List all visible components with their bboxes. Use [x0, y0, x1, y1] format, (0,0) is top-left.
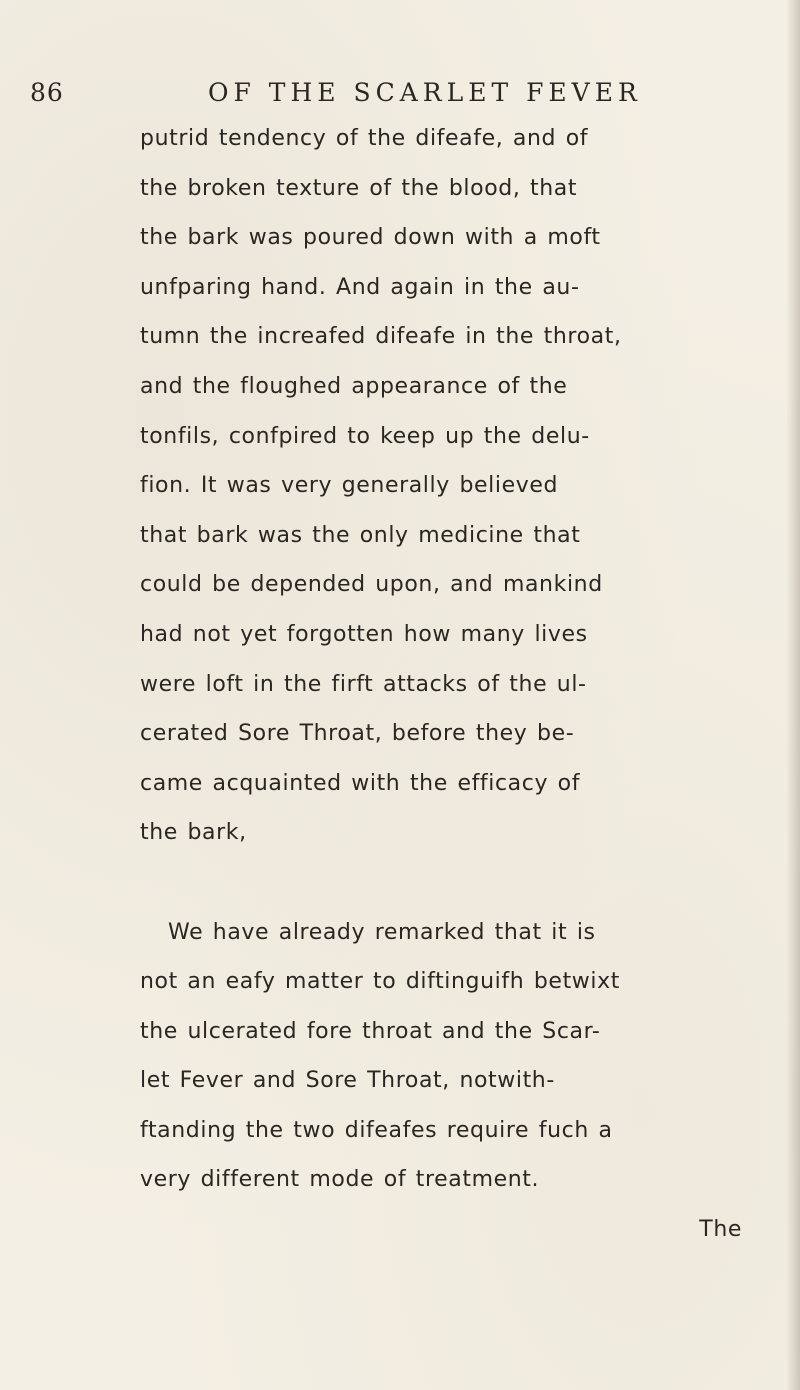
- text-line: the bark,: [140, 820, 247, 846]
- text-line: We have already remarked that it is: [168, 919, 596, 945]
- body-text: [140, 114, 780, 1255]
- text-line: that bark was the only medicine that: [140, 522, 581, 548]
- paragraph-2: [140, 908, 780, 1206]
- text-line: very different mode of treatment.: [140, 1167, 540, 1193]
- catchword: The: [699, 1217, 742, 1243]
- text-line: could be depended upon, and mankind: [140, 572, 603, 598]
- running-head: OF THE SCARLET FEVER: [208, 78, 642, 107]
- paragraph-gap: [140, 858, 780, 908]
- text-line: came acquainted with the efficacy of: [140, 770, 581, 796]
- text-line: the broken texture of the blood, that: [140, 175, 578, 201]
- text-line: not an eafy matter to diftinguifh betwixt: [140, 969, 620, 995]
- page-edge-shadow: [786, 0, 800, 1390]
- text-line: let Fever and Sore Throat, notwith-: [140, 1068, 555, 1094]
- text-line: were loft in the firft attacks of the ul-: [140, 671, 587, 697]
- text-line: had not yet forgotten how many lives: [140, 621, 588, 647]
- page-number: 86: [30, 78, 64, 107]
- text-line: ftanding the two difeafes require fuch a: [140, 1117, 613, 1143]
- text-line: the bark was poured down with a moft: [140, 225, 601, 251]
- page-header: [30, 78, 770, 118]
- text-line: putrid tendency of the difeafe, and of: [140, 126, 589, 151]
- text-line: and the floughed appearance of the: [140, 373, 568, 399]
- text-line: fion. It was very generally believed: [140, 473, 559, 499]
- text-line: tonfils, confpired to keep up the delu-: [140, 423, 590, 449]
- text-line: unfparing hand. And again in the au-: [140, 274, 580, 300]
- text-line: tumn the increafed difeafe in the throat,: [140, 324, 622, 350]
- text-line: the ulcerated fore throat and the Scar-: [140, 1018, 601, 1044]
- text-line: cerated Sore Throat, before they be-: [140, 721, 575, 747]
- paragraph-1: [140, 114, 780, 858]
